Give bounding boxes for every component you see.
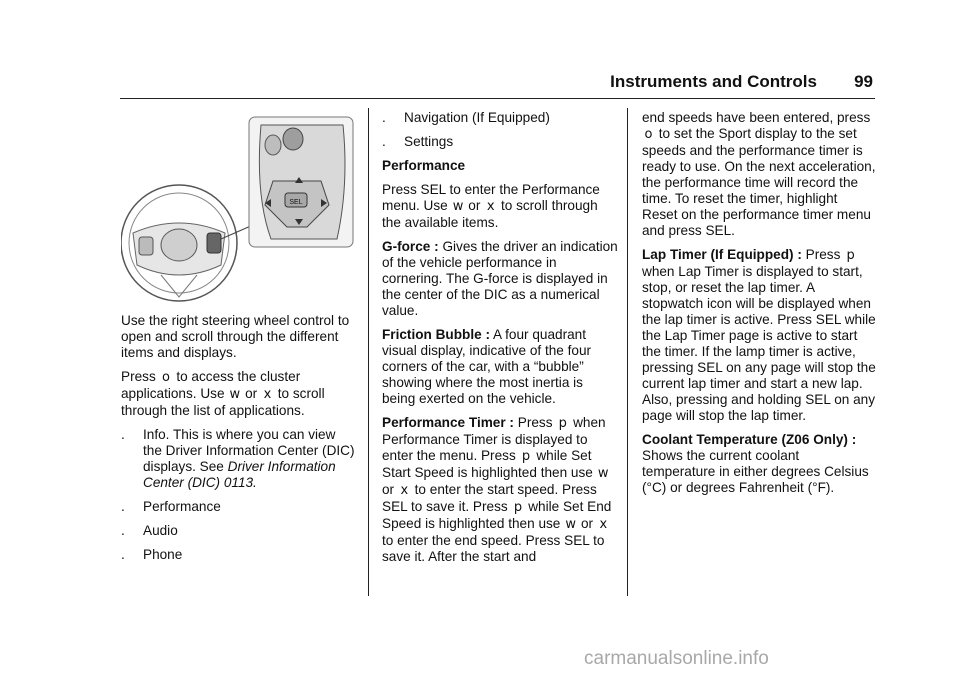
list-item: . Info. This is where you can view the Driver Information Center (DIC) displays. See Driver Information Center (DIC) 0113.	[121, 427, 355, 490]
right-arrow-symbol: p	[513, 500, 523, 515]
left-arrow-symbol: o	[644, 127, 653, 142]
down-arrow-symbol: x	[263, 387, 272, 402]
right-arrow-symbol: p	[521, 449, 531, 464]
list-item: . Navigation (If Equipped)	[382, 110, 550, 125]
list-item: . Performance	[121, 499, 221, 514]
section-title: Instruments and Controls	[610, 72, 817, 91]
coolant-paragraph: Coolant Temperature (Z06 Only) : Shows the current coolant temperature in either degrees Celsius (°C) or degrees Fahrenheit (°F).	[642, 432, 869, 495]
list-item: . Phone	[121, 547, 183, 562]
page-header	[120, 68, 875, 99]
steering-wheel-illustration	[121, 115, 357, 303]
right-arrow-symbol: p	[846, 248, 855, 263]
performance-heading: Performance	[382, 158, 466, 173]
timer-continued-paragraph: end speeds have been entered, press o to set the Sport display to the set speeds and the performance timer is ready to use. On the next acceleration, the performance time will record the time. To reset the timer, highlight Reset on the performance timer menu and press SEL.	[642, 110, 876, 238]
intro-paragraph: Use the right steering wheel control to open and scroll through the different items and displays.	[121, 313, 350, 360]
cross-reference[interactable]: Driver Information Center (DIC)	[143, 459, 336, 490]
list-item: . Settings	[382, 134, 454, 149]
gforce-paragraph: G-force : Gives the driver an indication of the vehicle performance in cornering. The G-force is displayed in the center of the DIC as a numerical value.	[382, 239, 618, 318]
down-arrow-symbol: x	[486, 199, 495, 214]
steering-wheel-svg	[121, 115, 357, 303]
sel-label: SEL	[289, 199, 303, 206]
lap-timer-paragraph: Lap Timer (If Equipped) : Press p when Lap Timer is displayed to start, stop, or reset the lap timer. A stopwatch icon will be displayed when the lap timer is active. Press SEL while the Lap Timer page is active to start the timer. If the lamp timer is active, pressing SEL on any page will stop the current lap timer and start a new lap. Also, pressing and holding SEL on any page will stop the lap timer.	[642, 247, 876, 423]
column-3	[642, 110, 876, 504]
right-arrow-symbol: p	[558, 416, 567, 431]
timer-paragraph: Performance Timer : Press p when Performance Timer is displayed to enter the menu. Press p while Set Start Speed is highlighted then use w or x to enter the start speed. Press SEL to save it. Press p while Set End Speed is highlighted then use w or x to enter the end speed. Press SEL to save it. After the start and	[382, 415, 612, 564]
column-1	[121, 115, 357, 571]
up-arrow-symbol: w	[565, 517, 576, 532]
left-arrow-symbol: o	[162, 370, 171, 385]
up-arrow-symbol: w	[229, 387, 241, 402]
down-arrow-symbol: x	[599, 517, 608, 532]
column-divider	[368, 108, 369, 596]
up-arrow-symbol: w	[452, 199, 464, 214]
page-number: 99	[854, 72, 873, 91]
column-divider	[627, 108, 628, 596]
column-2	[382, 110, 618, 573]
watermark: carmanualsonline.info	[584, 648, 769, 669]
press-paragraph: Press o to access the cluster applications. Use w or x to scroll through the list of applications.	[121, 369, 325, 418]
friction-paragraph: Friction Bubble : A four quadrant visual display, indicative of the four corners of the car, with a “bubble” showing where the most inertia is being exerted on the vehicle.	[382, 327, 592, 406]
up-arrow-symbol: w	[597, 466, 609, 481]
performance-paragraph: Press SEL to enter the Performance menu. Use w or x to scroll through the available items.	[382, 182, 600, 230]
list-item: . Audio	[121, 523, 178, 538]
down-arrow-symbol: x	[400, 483, 409, 498]
